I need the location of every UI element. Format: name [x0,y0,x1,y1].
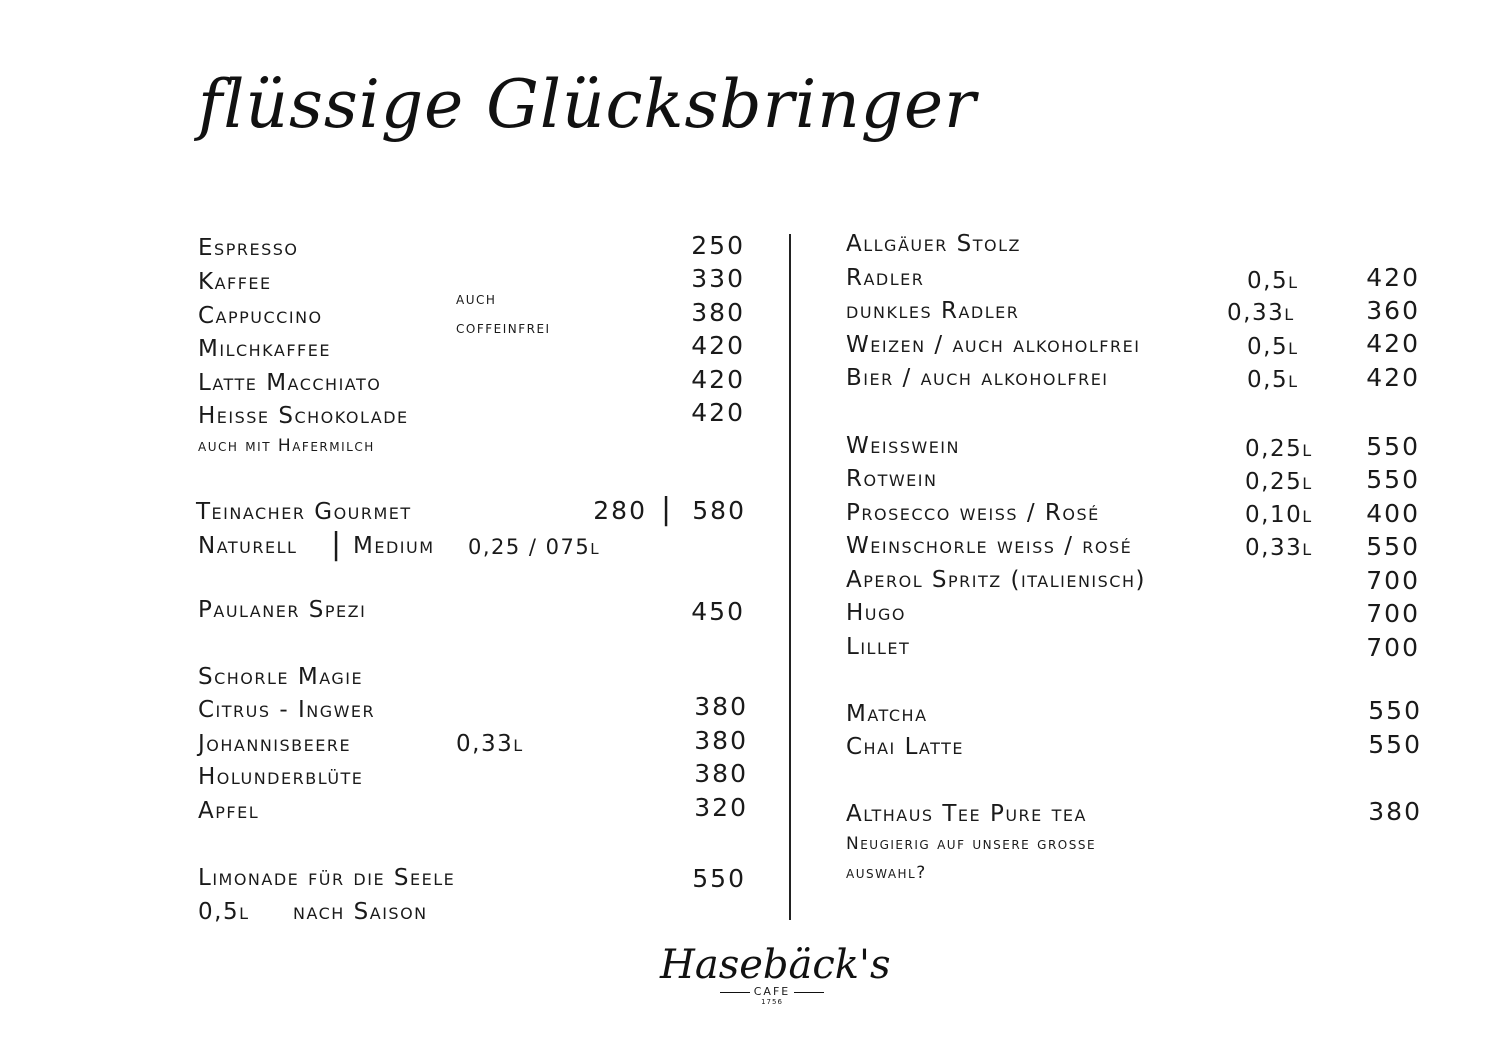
teinacher-separator: | [331,527,343,562]
item-name-prosecco: Prosecco weiss / Rosé [846,500,1100,526]
item-price-prosecco: 400 [1366,499,1420,528]
item-name-weisswein: Weisswein [846,433,960,459]
schorle-size: 0,33l [456,731,524,757]
item-price-milchkaffee: 420 [691,331,745,360]
item-price-apfel: 320 [694,793,748,822]
tee-note-line1: Neugierig auf unsere grosse [846,834,1097,854]
item-name-spezi: Paulaner Spezi [198,597,367,623]
item-name-espresso: Espresso [198,235,299,261]
item-price-weisswein: 550 [1366,432,1420,461]
item-price-weizen: 420 [1366,329,1420,358]
item-name-citrus: Citrus - Ingwer [198,697,376,723]
item-price-matcha: 550 [1368,696,1422,725]
item-name-chai: Chai Latte [846,734,964,760]
item-name-apfel: Apfel [198,798,260,824]
limonade-size: 0,5l [198,899,250,925]
item-price-radler: 420 [1366,263,1420,292]
item-price-johannisbeere: 380 [694,726,748,755]
item-name-lillet: Lillet [846,634,911,660]
item-price-teinacher-small: 280 [593,496,647,525]
logo-rule-right [794,992,824,993]
item-name-dunkles-radler: dunkles Radler [846,298,1020,324]
logo-name: Hasebäck's [660,942,891,988]
item-name-bier: Bier / auch alkoholfrei [846,365,1109,391]
menu-title: flüssige Glücksbringer [198,66,977,143]
heading-bier: Allgäuer Stolz [846,231,1021,257]
item-price-hugo: 700 [1366,599,1420,628]
item-name-rotwein: Rotwein [846,466,938,492]
item-price-latte: 420 [691,365,745,394]
item-name-holunder: Holunderblüte [198,764,364,790]
teinacher-naturell: Naturell [198,533,298,559]
logo-year: 1756 [761,998,783,1006]
item-size-dunkles-radler: 0,33l [1227,300,1295,326]
item-price-citrus: 380 [694,692,748,721]
item-size-weinschorle: 0,33l [1245,535,1313,561]
item-price-aperol: 700 [1366,566,1420,595]
tee-note-line2: auswahl? [846,863,927,883]
logo-cafe: CAFE [753,985,791,998]
price-separator: | [661,492,673,527]
note-auch: auch [456,289,497,309]
item-name-cappuccino: Cappuccino [198,303,323,329]
item-name-hugo: Hugo [846,600,906,626]
item-name-milchkaffee: Milchkaffee [198,336,331,362]
item-name-schokolade: Heisse Schokolade [198,403,409,429]
teinacher-medium: Medium [353,533,435,559]
heading-schorle: Schorle Magie [198,664,364,690]
item-size-radler: 0,5l [1247,268,1299,294]
teinacher-size: 0,25 / 075l [468,535,601,559]
item-price-chai: 550 [1368,730,1422,759]
item-name-matcha: Matcha [846,701,928,727]
cafe-logo [660,942,891,1006]
item-price-espresso: 250 [691,231,745,260]
note-hafermilch: auch mit Hafermilch [198,436,375,456]
item-price-spezi: 450 [691,597,745,626]
item-price-holunder: 380 [694,759,748,788]
item-price-bier: 420 [1366,363,1420,392]
item-size-bier: 0,5l [1247,367,1299,393]
item-name-tee: Althaus Tee Pure tea [846,801,1087,827]
item-size-weisswein: 0,25l [1245,436,1313,462]
item-name-kaffee: Kaffee [198,269,272,295]
item-size-rotwein: 0,25l [1245,469,1313,495]
item-name-teinacher: Teinacher Gourmet [196,499,412,525]
item-name-radler: Radler [846,265,925,291]
item-name-weinschorle: Weinschorle weiss / rosé [846,533,1133,559]
note-coffeinfrei: coffeinfrei [456,318,551,338]
item-price-lillet: 700 [1366,633,1420,662]
item-name-aperol: Aperol Spritz (italienisch) [846,567,1146,593]
item-size-prosecco: 0,10l [1245,502,1313,528]
logo-rule-left [720,992,750,993]
item-price-schokolade: 420 [691,398,745,427]
item-price-dunkles-radler: 360 [1366,296,1420,325]
item-price-cappuccino: 380 [691,298,745,327]
item-name-weizen: Weizen / auch alkoholfrei [846,332,1141,358]
item-name-johannisbeere: Johannisbeere [198,731,352,757]
item-size-weizen: 0,5l [1247,334,1299,360]
item-price-tee: 380 [1368,797,1422,826]
item-name-latte: Latte Macchiato [198,370,382,396]
item-price-kaffee: 330 [691,264,745,293]
item-price-limonade: 550 [692,864,746,893]
item-name-limonade: Limonade für die Seele [198,865,456,891]
limonade-note: nach Saison [293,899,428,925]
column-divider [789,234,791,920]
item-price-rotwein: 550 [1366,465,1420,494]
item-price-teinacher-large: 580 [692,496,746,525]
item-price-weinschorle: 550 [1366,532,1420,561]
